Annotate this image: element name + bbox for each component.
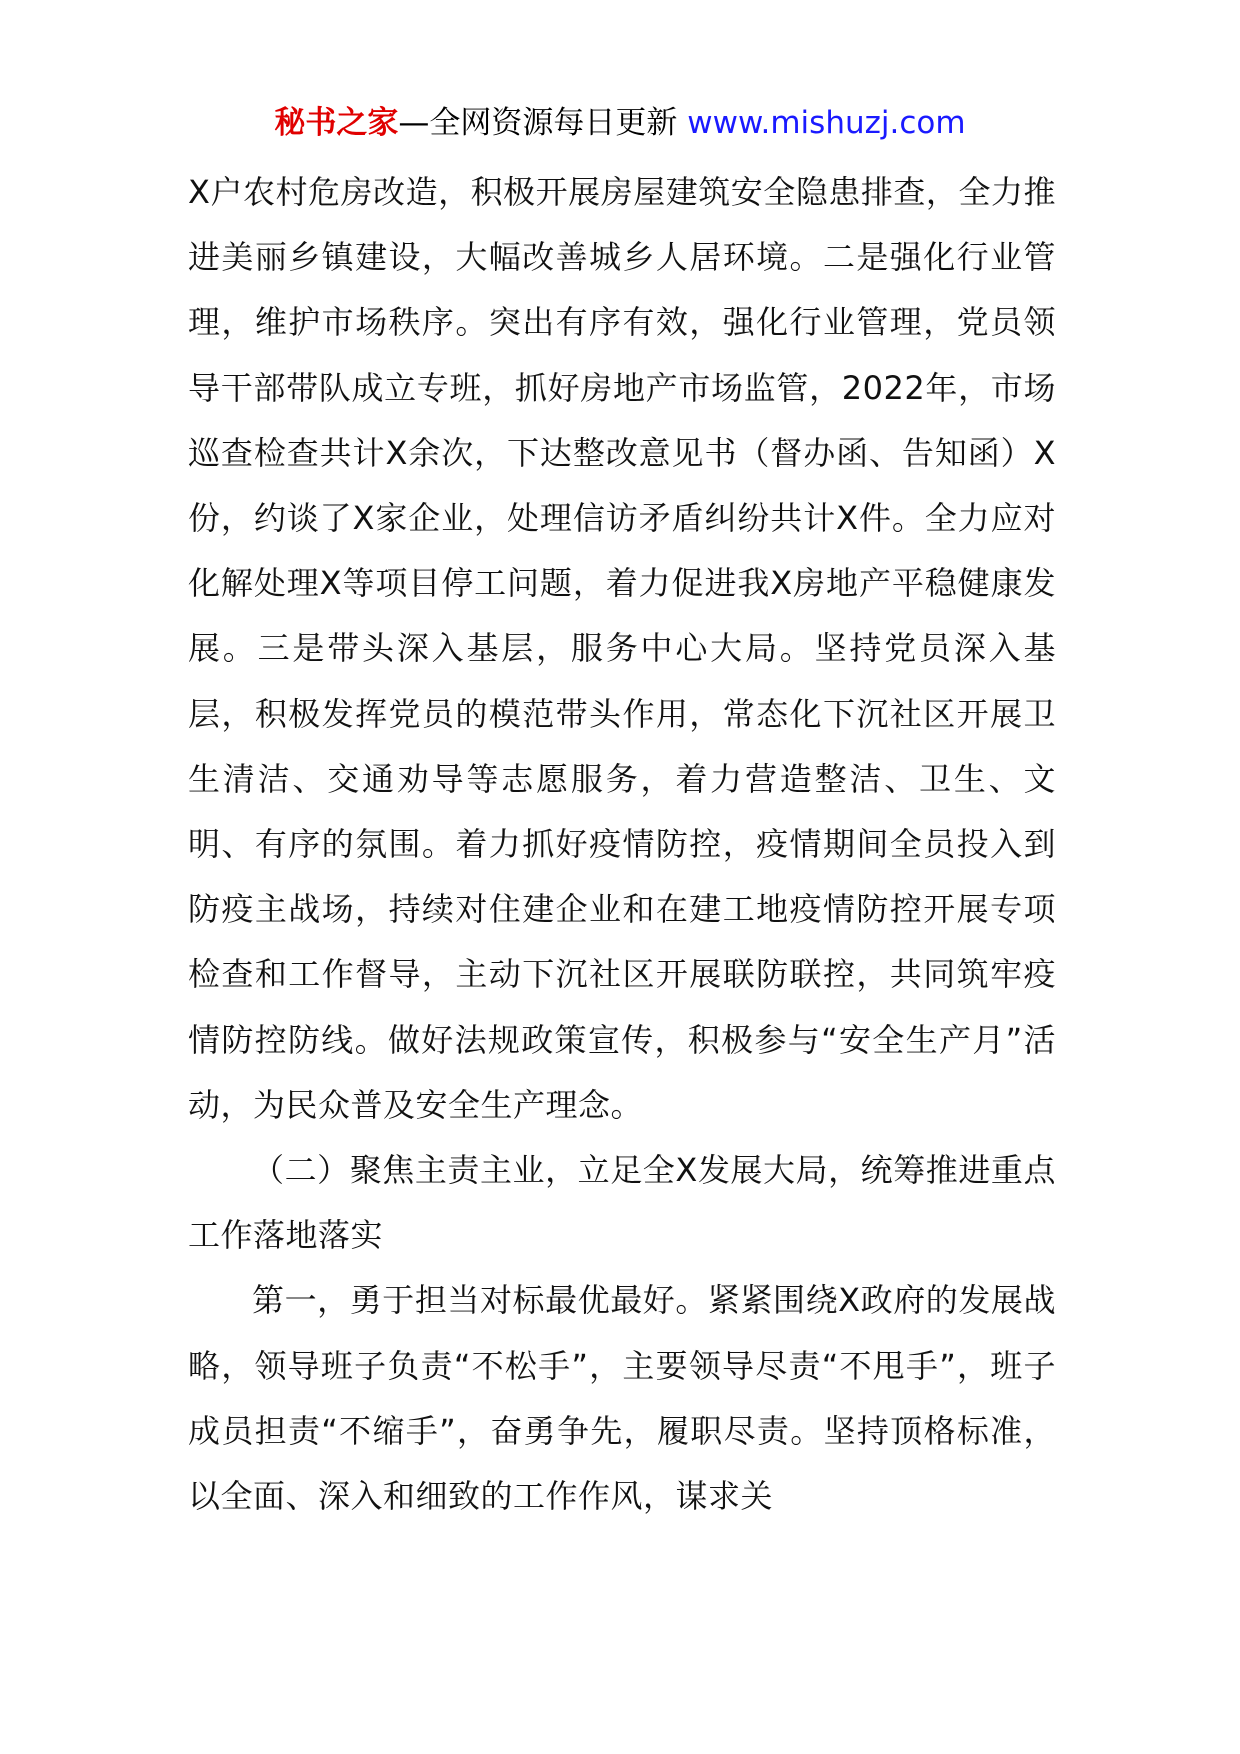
site-url-link[interactable]: www.mishuzj.com bbox=[687, 105, 966, 141]
section-heading-2: （二）聚焦主责主业，立足全X发展大局，统筹推进重点工作落地落实 bbox=[188, 1151, 1056, 1255]
paragraph-1: X户农村危房改造，积极开展房屋建筑安全隐患排查，全力推进美丽乡镇建设，大幅改善城乡人居环境。二是强化行业管理，维护市场秩序。突出有序有效，强化行业管理，党员领导干部带队成立专班，抓好房地产市场监管，2022年，市场巡查检查共计X余次，下达整改意见书（督办函、告知函）X份，约谈了X家企业，处理信访矛盾纠纷共计X件。全力应对化解处理X等项目停工问题，着力促进我X房地产平稳健康发展。三是带头深入基层，服务中心大局。坚持党员深入基层，积极发挥党员的模范带头作用，常态化下沉社区开展卫生清洁、交通劝导等志愿服务，着力营造整洁、卫生、文明、有序的氛围。着力抓好疫情防控，疫情期间全员投入到防疫主战场，持续对住建企业和在建工地疫情防控开展专项检查和工作督导，主动下沉社区开展联防联控，共同筑牢疫情防控防线。做好法规政策宣传，积极参与“安全生产月”活动，为民众普及安全生产理念。 bbox=[188, 173, 1056, 1124]
paragraph-3: 第一，勇于担当对标最优最好。紧紧围绕X政府的发展战略，领导班子负责“不松手”，主要领导尽责“不甩手”，班子成员担责“不缩手”，奋勇争先，履职尽责。坚持顶格标准，以全面、深入和细致的工作作风，谋求关 bbox=[188, 1281, 1056, 1516]
page-header bbox=[0, 100, 1240, 146]
brand-name: 秘书之家 bbox=[274, 105, 399, 141]
header-tagline: —全网资源每日更新 bbox=[398, 105, 688, 141]
document-body bbox=[188, 160, 1056, 1529]
